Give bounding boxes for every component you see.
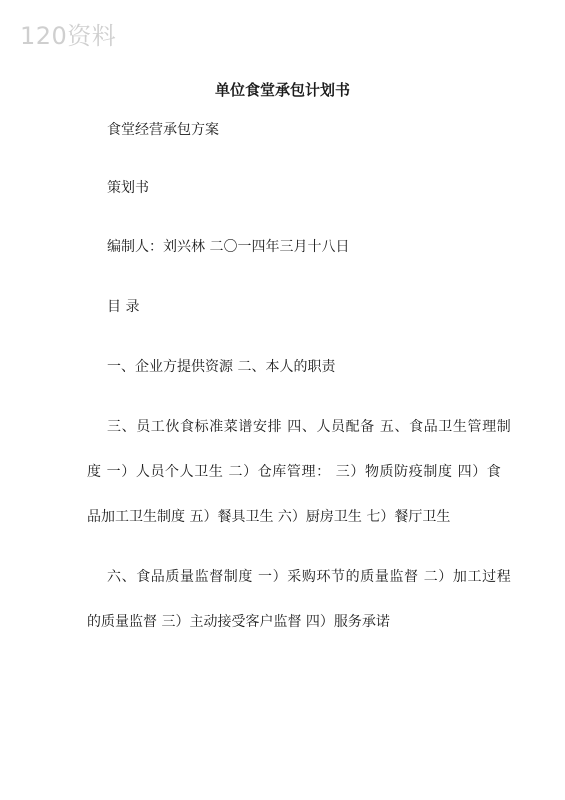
toc-line-2: 三、员工伙食标准菜谱安排 四、人员配备 五、食品卫生管理制 (107, 419, 512, 435)
subtitle-proposal: 策划书 (107, 180, 149, 196)
toc-heading: 目 录 (107, 299, 140, 315)
watermark-logo: 120资料 (20, 22, 117, 50)
toc-line-5: 六、食品质量监督制度 一）采购环节的质量监督 二）加工过程 (107, 569, 512, 585)
toc-line-1: 一、企业方提供资源 二、本人的职责 (107, 359, 336, 375)
subtitle-plan: 食堂经营承包方案 (107, 122, 219, 138)
toc-line-3: 度 一）人员个人卫生 二）仓库管理： 三）物质防疫制度 四）食 (87, 464, 502, 480)
toc-line-6: 的质量监督 三）主动接受客户监督 四）服务承诺 (87, 614, 390, 630)
author-date-line: 编制人：刘兴林 二〇一四年三月十八日 (107, 239, 350, 255)
document-title: 单位食堂承包计划书 (214, 81, 350, 99)
toc-line-4: 品加工卫生制度 五）餐具卫生 六）厨房卫生 七）餐厅卫生 (87, 509, 451, 525)
